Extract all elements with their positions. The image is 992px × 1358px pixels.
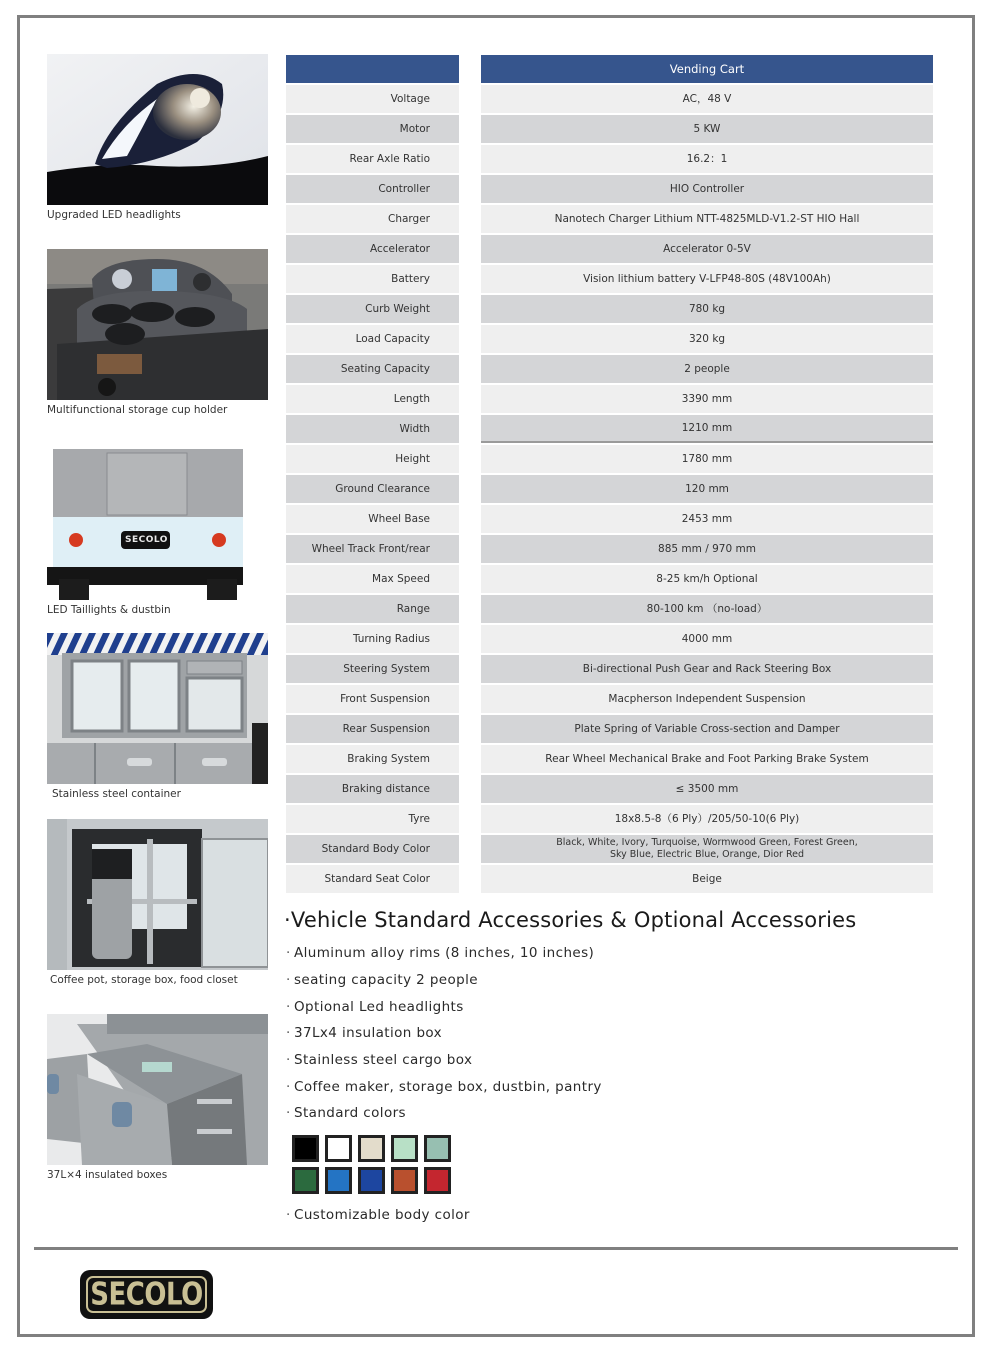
spec-value: 885 mm / 970 mm (481, 535, 933, 563)
photo-steel-container (47, 633, 268, 784)
bullet: · (286, 1052, 291, 1069)
spec-label: Height (286, 445, 459, 473)
accessory-item-text: 37Lx4 insulation box (294, 1025, 443, 1042)
color-swatch (292, 1135, 319, 1162)
spec-label: Steering System (286, 655, 459, 683)
spec-value: 18x8.5-8（6 Ply）/205/50-10(6 Ply) (481, 805, 933, 833)
spec-value-header: Vending Cart (481, 55, 933, 83)
accessory-item-text: Coffee maker, storage box, dustbin, pantry (294, 1078, 602, 1095)
bullet: · (286, 998, 291, 1015)
spec-value: HIO Controller (481, 175, 933, 203)
steel-container-illustration (47, 633, 268, 784)
spec-value: 5 KW (481, 115, 933, 143)
logo-text: SECOLO (90, 1276, 203, 1313)
color-swatch (292, 1167, 319, 1194)
accessory-item-text: Aluminum alloy rims (8 inches, 10 inches) (294, 945, 595, 962)
spec-value-line: Black, White, Ivory, Turquoise, Wormwood Green, Forest Green, (556, 837, 858, 848)
photo-led-headlight (47, 54, 268, 205)
accessory-item (286, 940, 602, 967)
spec-label: Width (286, 415, 459, 443)
spec-label: Max Speed (286, 565, 459, 593)
photo-coffee-pot (47, 819, 268, 970)
spec-value: Beige (481, 865, 933, 893)
spec-value: 2 people (481, 355, 933, 383)
bullet: · (286, 945, 291, 962)
spec-label: Rear Axle Ratio (286, 145, 459, 173)
spec-value: 2453 mm (481, 505, 933, 533)
spec-label: Length (286, 385, 459, 413)
accessory-item-text: seating capacity 2 people (294, 972, 478, 989)
photo-insulated-boxes (47, 1014, 268, 1165)
spec-value: 80-100 km （no-load） (481, 595, 933, 623)
accessory-item (286, 1100, 602, 1127)
coffee-pot-illustration (47, 819, 268, 970)
spec-value: Vision lithium battery V-LFP48-80S (48V100Ah) (481, 265, 933, 293)
title-bullet: · (284, 908, 291, 932)
accessory-item-text: Optional Led headlights (294, 998, 464, 1015)
spec-value: Plate Spring of Variable Cross-section and Damper (481, 715, 933, 743)
bullet: · (286, 1105, 291, 1122)
spec-value: Accelerator 0-5V (481, 235, 933, 263)
secolo-logo (80, 1270, 213, 1319)
spec-value: AC，48 V (481, 85, 933, 113)
spec-label: Voltage (286, 85, 459, 113)
spec-value: 4000 mm (481, 625, 933, 653)
spec-label: Curb Weight (286, 295, 459, 323)
spec-value: 120 mm (481, 475, 933, 503)
color-swatch (391, 1135, 418, 1162)
spec-value: 16.2：1 (481, 145, 933, 173)
spec-label: Turning Radius (286, 625, 459, 653)
headlight-illustration (47, 54, 268, 205)
accessory-custom-color (286, 1207, 470, 1223)
spec-value: Rear Wheel Mechanical Brake and Foot Parking Brake System (481, 745, 933, 773)
accessories-title (284, 908, 856, 932)
caption-taillights: LED Taillights & dustbin (47, 604, 171, 616)
footer-divider (34, 1247, 958, 1250)
spec-value: 8-25 km/h Optional (481, 565, 933, 593)
spec-label: Front Suspension (286, 685, 459, 713)
accessories-list (286, 940, 602, 1127)
color-swatch (358, 1167, 385, 1194)
accessory-item-text: Stainless steel cargo box (294, 1052, 473, 1069)
photo-cup-holder (47, 249, 268, 400)
accessory-item (286, 1020, 602, 1047)
caption-steel-container: Stainless steel container (52, 788, 181, 800)
spec-value: Nanotech Charger Lithium NTT-4825MLD-V1.2-ST HIO Hall (481, 205, 933, 233)
photo-taillights (47, 449, 268, 600)
spec-label: Load Capacity (286, 325, 459, 353)
spec-value: 320 kg (481, 325, 933, 353)
spec-label: Charger (286, 205, 459, 233)
spec-value: ≤ 3500 mm (481, 775, 933, 803)
accessory-item (286, 1047, 602, 1074)
spec-label: Wheel Track Front/rear (286, 535, 459, 563)
color-swatch (358, 1135, 385, 1162)
bullet: · (286, 1078, 291, 1095)
accessory-custom-color-text: Customizable body color (294, 1207, 470, 1223)
color-swatch (424, 1167, 451, 1194)
accessory-item (286, 967, 602, 994)
color-swatch (424, 1135, 451, 1162)
spec-label: Motor (286, 115, 459, 143)
color-swatch (325, 1167, 352, 1194)
logo-border (86, 1276, 207, 1313)
cup-holder-illustration (47, 249, 268, 400)
caption-coffee-pot: Coffee pot, storage box, food closet (50, 974, 238, 986)
spec-value: Bi-directional Push Gear and Rack Steering Box (481, 655, 933, 683)
accessory-item (286, 993, 602, 1020)
spec-value-column (481, 55, 933, 893)
color-swatch (391, 1167, 418, 1194)
spec-label: Controller (286, 175, 459, 203)
spec-label-header (286, 55, 459, 83)
plate-text: SECOLO (125, 535, 168, 545)
spec-label: Standard Body Color (286, 835, 459, 863)
spec-value: Macpherson Independent Suspension (481, 685, 933, 713)
spec-label: Accelerator (286, 235, 459, 263)
spec-value-line: Sky Blue, Electric Blue, Orange, Dior Red (609, 849, 805, 860)
spec-label: Rear Suspension (286, 715, 459, 743)
taillights-illustration (47, 449, 268, 600)
bullet: · (286, 1207, 291, 1223)
caption-led-headlight: Upgraded LED headlights (47, 209, 181, 221)
spec-label: Tyre (286, 805, 459, 833)
insulated-boxes-illustration (47, 1014, 268, 1165)
color-swatch (325, 1135, 352, 1162)
spec-value: 3390 mm (481, 385, 933, 413)
spec-label: Ground Clearance (286, 475, 459, 503)
spec-value (481, 835, 933, 863)
bullet: · (286, 972, 291, 989)
accessories-title-text: Vehicle Standard Accessories & Optional Accessories (290, 908, 857, 932)
spec-value: 780 kg (481, 295, 933, 323)
bullet: · (286, 1025, 291, 1042)
spec-label: Range (286, 595, 459, 623)
caption-insulated-boxes: 37L×4 insulated boxes (47, 1169, 168, 1181)
spec-label: Braking System (286, 745, 459, 773)
spec-label-column (286, 55, 459, 893)
accessory-item-text: Standard colors (294, 1105, 406, 1122)
color-swatches (292, 1135, 451, 1194)
spec-value: 1210 mm (481, 415, 933, 443)
spec-label: Seating Capacity (286, 355, 459, 383)
spec-value: 1780 mm (481, 445, 933, 473)
spec-label: Standard Seat Color (286, 865, 459, 893)
spec-label: Battery (286, 265, 459, 293)
accessory-item (286, 1073, 602, 1100)
spec-label: Braking distance (286, 775, 459, 803)
caption-cup-holder: Multifunctional storage cup holder (47, 404, 228, 416)
spec-label: Wheel Base (286, 505, 459, 533)
